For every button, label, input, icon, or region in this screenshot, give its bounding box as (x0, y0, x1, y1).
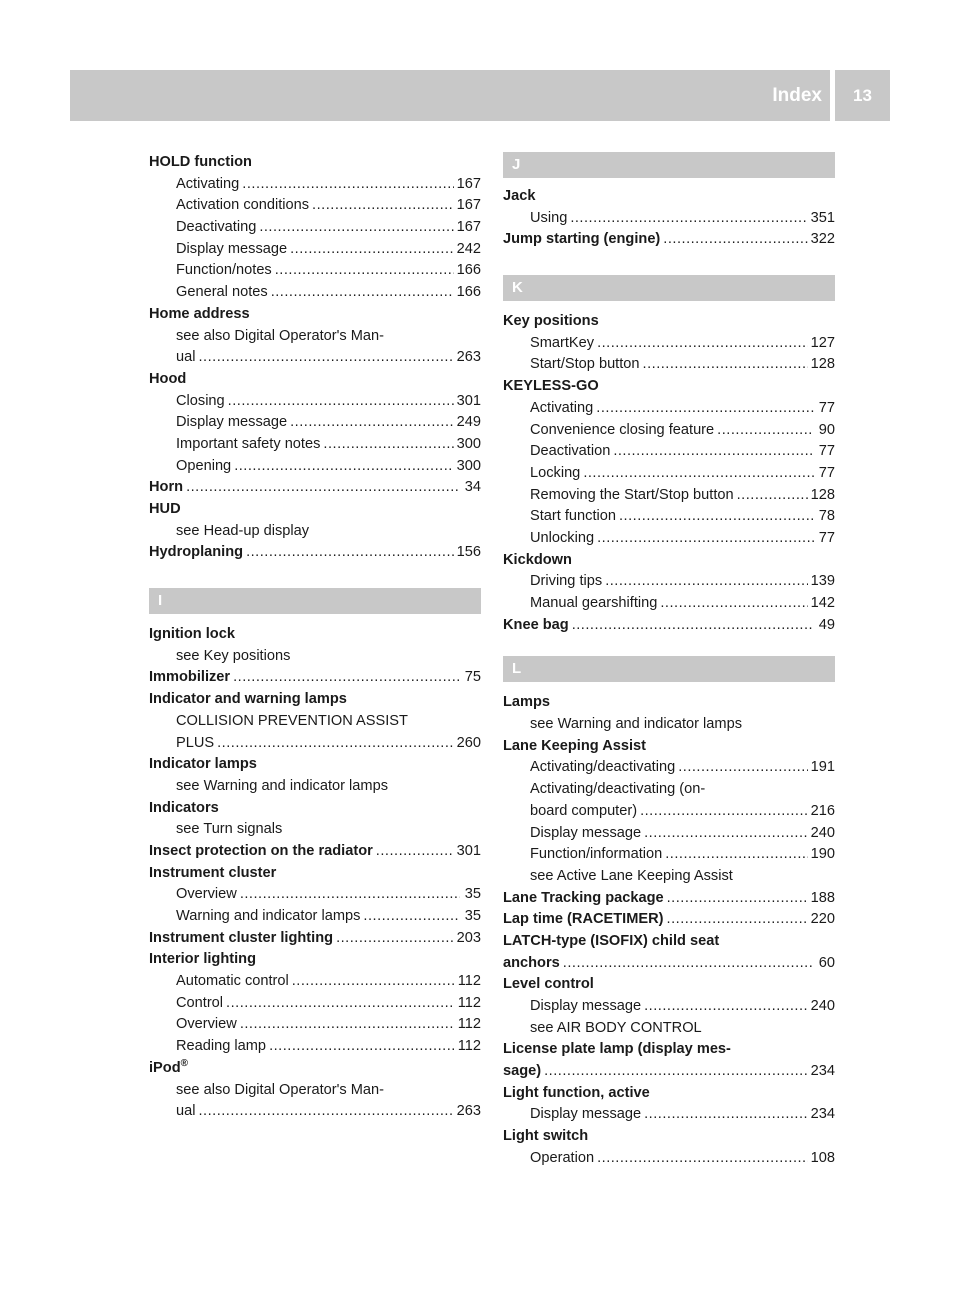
index-entry-knee-bag[interactable]: Knee bag ..... 49 (503, 615, 835, 637)
index-heading-instrument-cluster: Instrument cluster (149, 864, 277, 881)
index-subentry[interactable]: Deactivating ..... 167 (149, 217, 481, 239)
index-heading-keyless-go: KEYLESS-GO (503, 378, 599, 395)
index-subentry[interactable]: Removing the Start/Stop button ..... 128 (503, 485, 835, 507)
index-heading-lamps: Lamps (503, 694, 551, 711)
index-heading-license-plate: License plate lamp (display mes- (503, 1041, 731, 1058)
index-subentry[interactable]: Display message ..... 242 (149, 239, 481, 261)
index-entry-instrument-lighting[interactable]: Instrument cluster lighting ..... 203 (149, 928, 481, 950)
index-subentry[interactable]: Activating/deactivating ..... 191 (503, 757, 835, 779)
index-see-reference[interactable]: see also Digital Operator's Man- (176, 327, 384, 344)
index-heading-jack: Jack (503, 188, 536, 204)
index-subentry[interactable]: Warning and indicator lamps ..... 35 (149, 906, 481, 928)
index-subentry[interactable]: ual ..... 263 (149, 1101, 481, 1123)
index-subentry[interactable]: Manual gearshifting ..... 142 (503, 593, 835, 615)
index-subentry[interactable]: Display message ..... 249 (149, 412, 481, 434)
index-subentry[interactable]: General notes ..... 166 (149, 282, 481, 304)
index-subentry[interactable]: board computer) ..... 216 (503, 801, 835, 823)
index-heading-latch: LATCH-type (ISOFIX) child seat (503, 932, 720, 949)
index-heading-home: Home address (149, 305, 250, 322)
index-entry-latch-anchors[interactable]: anchors ..... 60 (503, 953, 835, 975)
index-heading-hood: Hood (149, 370, 187, 387)
index-subentry[interactable]: Driving tips ..... 139 (503, 571, 835, 593)
index-subentry[interactable]: Automatic control ..... 112 (149, 971, 481, 993)
index-see-reference[interactable]: see Active Lane Keeping Assist (530, 867, 733, 884)
index-see-reference[interactable]: see Key positions (176, 647, 291, 664)
index-entry-immobilizer[interactable]: Immobilizer ..... 75 (149, 667, 481, 689)
index-heading-hud: HUD (149, 501, 181, 517)
index-column-right (503, 152, 835, 1170)
index-subentry[interactable]: Overview ..... 35 (149, 884, 481, 906)
index-see-reference: COLLISION PREVENTION ASSIST (176, 712, 408, 729)
index-heading-hold: HOLD function (149, 154, 252, 170)
index-entry-license-plate[interactable]: sage) ..... 234 (503, 1061, 835, 1083)
index-heading-lane-keeping: Lane Keeping Assist (503, 737, 647, 754)
index-heading-ignition: Ignition lock (149, 626, 235, 643)
index-entry-hydroplaning[interactable]: Hydroplaning ..... 156 (149, 542, 481, 564)
index-entry-insect[interactable]: Insect protection on the radiator ..... 301 (149, 841, 481, 863)
index-heading-light-function: Light function, active (503, 1084, 650, 1101)
index-see-reference[interactable]: see Turn signals (176, 821, 283, 838)
index-entry-horn[interactable]: Horn ..... 34 (149, 477, 481, 499)
index-heading-light-switch: Light switch (503, 1128, 589, 1145)
page-title: Index (772, 85, 822, 106)
index-subentry[interactable]: Start function ..... 78 (503, 506, 835, 528)
index-entry-lane-tracking[interactable]: Lane Tracking package ..... 188 (503, 888, 835, 910)
index-subentry[interactable]: Important safety notes ..... 300 (149, 434, 481, 456)
index-subentry[interactable]: Reading lamp ..... 112 (149, 1036, 481, 1058)
index-subentry-text: Activating/deactivating (on- (530, 781, 706, 798)
index-subentry[interactable]: Convenience closing feature ..... 90 (503, 420, 835, 442)
index-subentry[interactable]: Start/Stop button ..... 128 (503, 354, 835, 376)
index-subentry[interactable]: Overview ..... 112 (149, 1014, 481, 1036)
index-entry-jump-starting[interactable]: Jump starting (engine) ..... 322 (503, 229, 835, 251)
index-subentry[interactable]: Unlocking ..... 77 (503, 528, 835, 550)
index-subentry[interactable]: ual ..... 263 (149, 347, 481, 369)
index-subentry[interactable]: Display message ..... 240 (503, 996, 835, 1018)
index-subentry[interactable]: Activating ..... 167 (149, 174, 481, 196)
index-heading-indicator-warning: Indicator and warning lamps (149, 691, 347, 708)
index-subentry[interactable]: Activating ..... 77 (503, 398, 835, 420)
index-see-reference[interactable]: see Warning and indicator lamps (176, 777, 388, 794)
index-subentry[interactable]: Function/information ..... 190 (503, 844, 835, 866)
index-subentry[interactable]: Operation ..... 108 (503, 1148, 835, 1170)
index-subentry[interactable]: PLUS ..... 260 (149, 733, 481, 755)
section-letter-k: K (503, 275, 835, 301)
index-subentry[interactable]: SmartKey ..... 127 (503, 333, 835, 355)
index-see-reference[interactable]: see Warning and indicator lamps (530, 716, 742, 733)
index-heading-indicators: Indicators (149, 799, 219, 816)
index-subentry[interactable]: Deactivation ..... 77 (503, 441, 835, 463)
index-subentry[interactable]: Activation conditions ..... 167 (149, 195, 481, 217)
section-letter-j: J (503, 152, 835, 178)
index-heading-ipod: iPod® (149, 1057, 188, 1076)
page-number: 13 (853, 86, 872, 105)
index-subentry[interactable]: Display message ..... 234 (503, 1104, 835, 1126)
index-subentry[interactable]: Locking ..... 77 (503, 463, 835, 485)
index-see-reference[interactable]: see AIR BODY CONTROL (530, 1019, 702, 1036)
index-heading-key-positions: Key positions (503, 313, 599, 330)
index-subentry[interactable]: Control ..... 112 (149, 993, 481, 1015)
index-heading-level-control: Level control (503, 976, 594, 993)
index-see-reference[interactable]: see Head-up display (176, 522, 310, 539)
section-letter-l: L (503, 656, 835, 682)
index-subentry[interactable]: Opening ..... 300 (149, 456, 481, 478)
index-column-left (149, 152, 481, 1123)
section-letter-i: I (149, 588, 481, 614)
index-heading-kickdown: Kickdown (503, 551, 572, 568)
index-subentry[interactable]: Function/notes ..... 166 (149, 260, 481, 282)
index-heading-indicator-lamps: Indicator lamps (149, 756, 257, 773)
index-heading-interior-lighting: Interior lighting (149, 951, 257, 968)
index-entry-lap-time[interactable]: Lap time (RACETIMER) ..... 220 (503, 909, 835, 931)
index-subentry[interactable]: Display message ..... 240 (503, 823, 835, 845)
index-subentry[interactable]: Using ..... 351 (503, 208, 835, 230)
index-subentry[interactable]: Closing ..... 301 (149, 391, 481, 413)
index-see-reference[interactable]: see also Digital Operator's Man- (176, 1081, 384, 1098)
